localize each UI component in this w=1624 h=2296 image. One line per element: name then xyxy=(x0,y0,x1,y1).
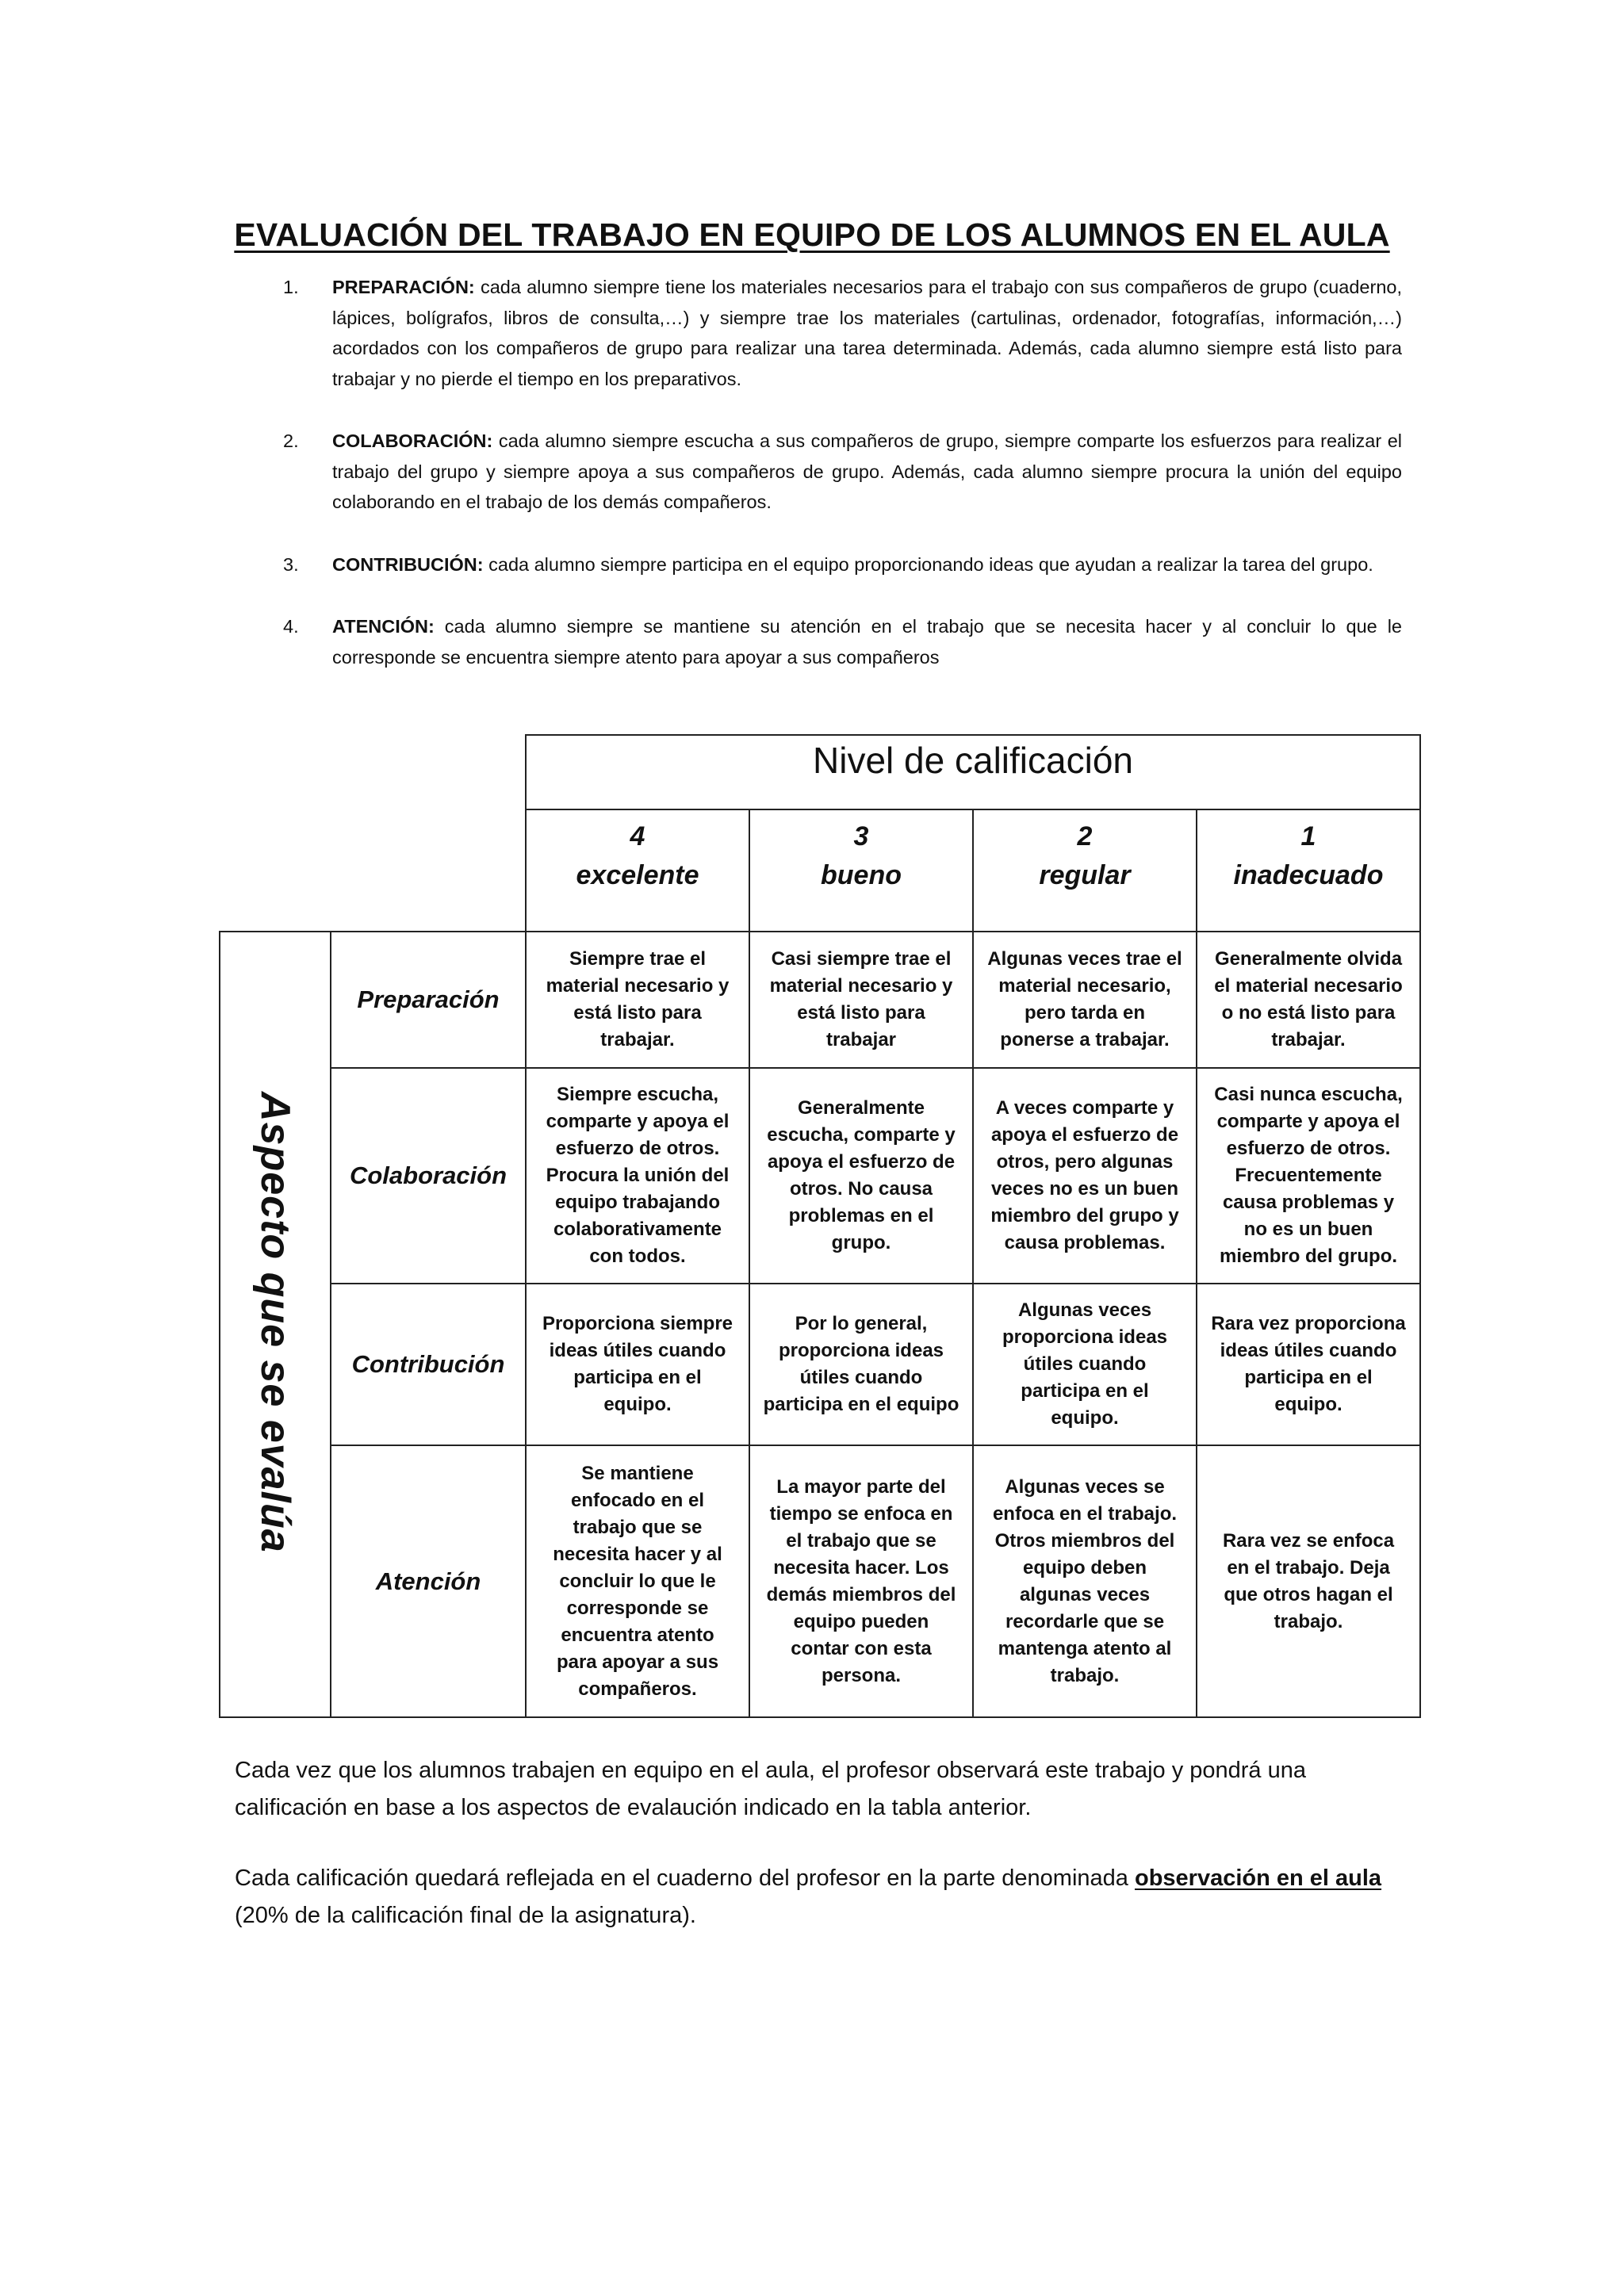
paragraph-text-after: (20% de la calificación final de la asignatura). xyxy=(235,1903,696,1928)
rubric-cell: Casi siempre trae el material necesario y está listo para trabajar xyxy=(749,932,973,1068)
criteria-list xyxy=(283,272,1402,704)
aspect-label: Preparación xyxy=(331,932,526,1068)
criterion-name: COLABORACIÓN: xyxy=(332,430,493,451)
rubric-cell: Por lo general, proporciona ideas útiles cuando participa en el equipo xyxy=(749,1284,973,1445)
level-name: regular xyxy=(973,857,1197,932)
criterion-name: PREPARACIÓN: xyxy=(332,277,475,297)
criterion-text: cada alumno siempre participa en el equipo proporcionando ideas que ayudan a realizar la tarea del grupo. xyxy=(483,553,1373,575)
closing-paragraph-1: Cada vez que los alumnos trabajen en equipo en el aula, el profesor observará este trabajo y pondrá una calificación en base a los aspectos de evalaución indicado en la tabla anterior. xyxy=(235,1758,1306,1820)
rubric-cell: Proporciona siempre ideas útiles cuando participa en el equipo. xyxy=(526,1284,749,1445)
criterion-preparacion xyxy=(283,272,1402,394)
rubric-cell: Algunas veces se enfoca en el trabajo. Otros miembros del equipo deben algunas veces recordarle que se mantenga atento al trabajo. xyxy=(973,1445,1197,1717)
criterion-number: 3. xyxy=(283,553,299,575)
closing-paragraph-2 xyxy=(235,1860,1400,1934)
aspect-side-label: Aspecto que se evalúa xyxy=(252,1092,298,1553)
rubric-cell: Algunas veces trae el material necesario, pero tarda en ponerse a trabajar. xyxy=(973,932,1197,1068)
rubric-header-title: Nivel de calificación xyxy=(526,735,1420,809)
aspect-label: Colaboración xyxy=(331,1068,526,1284)
criterion-atencion xyxy=(283,611,1402,672)
rubric-row-colaboracion xyxy=(220,1068,1420,1284)
rubric-cell: Rara vez se enfoca en el trabajo. Deja que otros hagan el trabajo. xyxy=(1197,1445,1420,1717)
aspect-label: Atención xyxy=(331,1445,526,1717)
rubric-cell: Rara vez proporciona ideas útiles cuando participa en el equipo. xyxy=(1197,1284,1420,1445)
empty-corner xyxy=(220,735,526,932)
criterion-number: 2. xyxy=(283,430,299,451)
rubric-row-preparacion xyxy=(220,932,1420,1068)
criterion-text: cada alumno siempre se mantiene su atención en el trabajo que se necesita hacer y al concluir lo que le corresponde se encuentra siempre atento para apoyar a sus compañeros xyxy=(332,616,1402,668)
criterion-name: CONTRIBUCIÓN: xyxy=(332,553,484,575)
rubric-cell: Siempre trae el material necesario y está listo para trabajar. xyxy=(526,932,749,1068)
criterion-colaboracion xyxy=(283,426,1402,518)
level-name: bueno xyxy=(749,857,973,932)
rubric-row-contribucion xyxy=(220,1284,1420,1445)
rubric-cell: La mayor parte del tiempo se enfoca en el trabajo que se necesita hacer. Los demás miembros del equipo pueden contar con esta persona. xyxy=(749,1445,973,1717)
level-number: 3 xyxy=(749,809,973,857)
rubric-header-row xyxy=(220,735,1420,809)
level-number: 2 xyxy=(973,809,1197,857)
paragraph-text-before: Cada calificación quedará reflejada en el cuaderno del profesor en la parte denominada xyxy=(235,1866,1135,1891)
level-number: 4 xyxy=(526,809,749,857)
criterion-number: 4. xyxy=(283,616,299,637)
level-name: inadecuado xyxy=(1197,857,1420,932)
rubric-cell: Generalmente escucha, comparte y apoya el esfuerzo de otros. No causa problemas en el grupo. xyxy=(749,1068,973,1284)
rubric-cell: Siempre escucha, comparte y apoya el esfuerzo de otros. Procura la unión del equipo trabajando colaborativamente con todos. xyxy=(526,1068,749,1284)
criterion-contribucion xyxy=(283,549,1402,580)
rubric-table xyxy=(219,734,1421,1718)
rubric-cell: Se mantiene enfocado en el trabajo que se necesita hacer y al concluir lo que le corresponde se encuentra atento para apoyar a sus compañeros. xyxy=(526,1445,749,1717)
criterion-number: 1. xyxy=(283,277,299,297)
rubric-cell: Algunas veces proporciona ideas útiles cuando participa en el equipo. xyxy=(973,1284,1197,1445)
rubric-cell: A veces comparte y apoya el esfuerzo de otros, pero algunas veces no es un buen miembro del grupo y causa problemas. xyxy=(973,1068,1197,1284)
level-name: excelente xyxy=(526,857,749,932)
side-label-cell xyxy=(220,932,331,1717)
criterion-text: cada alumno siempre escucha a sus compañeros de grupo, siempre comparte los esfuerzos para realizar el trabajo del grupo y siempre apoya a sus compañeros de grupo. Además, cada alumno siempre procura la unión del equipo colaborando en el trabajo de los demás compañeros. xyxy=(332,430,1402,512)
criterion-name: ATENCIÓN: xyxy=(332,616,435,637)
level-number: 1 xyxy=(1197,809,1420,857)
rubric-cell: Casi nunca escucha, comparte y apoya el esfuerzo de otros. Frecuentemente causa problemas y no es un buen miembro del grupo. xyxy=(1197,1068,1420,1284)
rubric-cell: Generalmente olvida el material necesario o no está listo para trabajar. xyxy=(1197,932,1420,1068)
emphasis-observacion-en-el-aula: observación en el aula xyxy=(1134,1866,1382,1891)
document-title: EVALUACIÓN DEL TRABAJO EN EQUIPO DE LOS ALUMNOS EN EL AULA xyxy=(234,216,1390,254)
aspect-label: Contribución xyxy=(331,1284,526,1445)
criterion-text: cada alumno siempre tiene los materiales necesarios para el trabajo con sus compañeros de grupo (cuaderno, lápices, bolígrafos, libros de consulta,…) y siempre trae los materiales (cartulinas, ordenador, fotografías, información,…) acordados con los compañeros de grupo para realizar una tarea determinada. Además, cada alumno siempre está listo para trabajar y no pierde el tiempo en los preparativos. xyxy=(332,277,1402,389)
rubric-row-atencion xyxy=(220,1445,1420,1717)
